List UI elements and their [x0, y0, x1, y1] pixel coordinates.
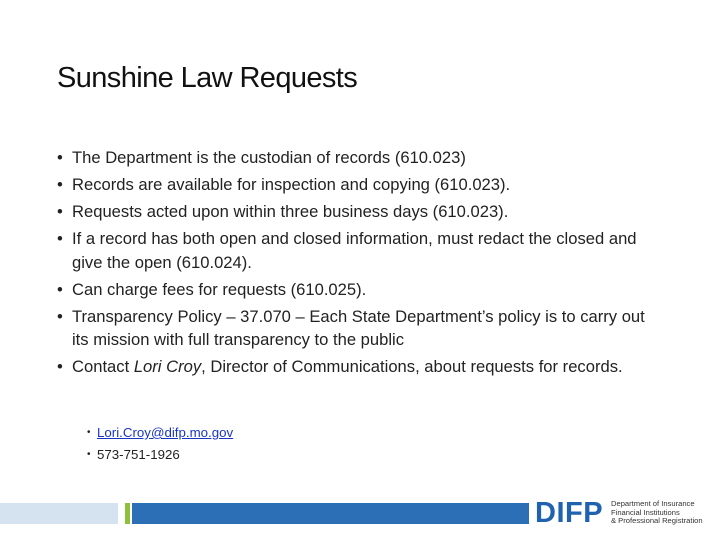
bullet-marker: •: [87, 449, 91, 460]
bullet-marker: •: [57, 202, 63, 221]
bullet-marker: •: [87, 427, 91, 438]
bullet-marker: •: [57, 306, 63, 326]
contact-name: Lori Croy: [133, 357, 202, 376]
logo-mark: DIFP: [535, 497, 604, 529]
bullet-item: • Transparency Policy – 37.070 – Each State Department’s policy is to carry out its mission with full transparency to the public: [57, 306, 645, 349]
bullet-item: • The Department is the custodian of records (610.023): [57, 146, 662, 170]
sub-bullet-email: [87, 422, 233, 444]
bullet-marker: •: [57, 357, 63, 376]
bullet-marker: •: [57, 148, 63, 167]
email-link[interactable]: Lori.Croy@difp.mo.gov: [97, 425, 234, 440]
bullet-marker: •: [57, 175, 63, 194]
footer-bar-green: [125, 503, 130, 524]
logo-text: Department of Insurance Financial Institutions & Professional Registration: [611, 499, 703, 526]
bullet-item: • Requests acted upon within three business days (610.023).: [57, 200, 662, 224]
bullet-marker: •: [57, 279, 63, 299]
bullet-list: [57, 146, 662, 382]
footer-bar-light-blue: [0, 503, 118, 524]
bullet-marker: •: [57, 229, 63, 248]
bullet-item: • Records are available for inspection and copying (610.023).: [57, 173, 662, 197]
footer-bar-blue: [132, 503, 529, 524]
phone-number: 573-751-1926: [97, 447, 180, 462]
bullet-item: • Can charge fees for requests (610.025).: [57, 278, 662, 302]
bullet-item: • If a record has both open and closed information, must redact the closed and give the open (610.024).: [57, 229, 637, 272]
bullet-item-contact: • Contact Lori Croy, Director of Communications, about requests for records.: [57, 355, 662, 379]
slide-title: Sunshine Law Requests: [57, 62, 358, 94]
contact-sub-list: [87, 422, 233, 466]
sub-bullet-phone: [87, 444, 233, 466]
